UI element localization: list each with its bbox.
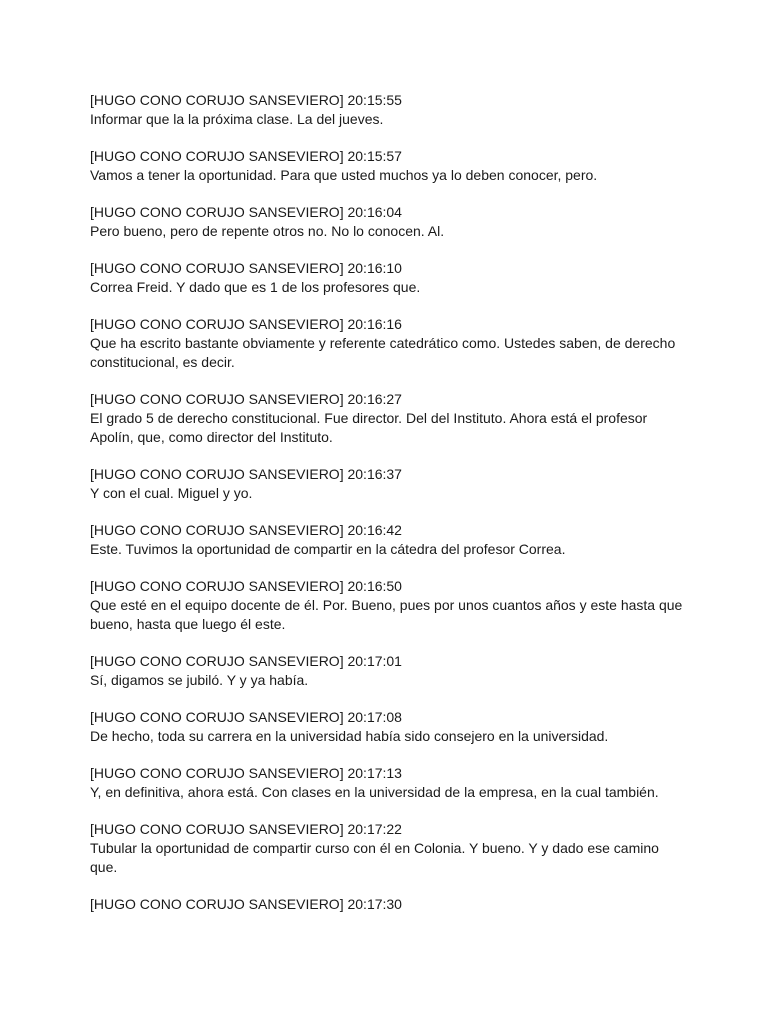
- transcript-entry: [90, 708, 690, 746]
- entry-speaker-timestamp: [HUGO CONO CORUJO SANSEVIERO] 20:16:04: [90, 204, 402, 220]
- entry-speaker-timestamp: [HUGO CONO CORUJO SANSEVIERO] 20:16:10: [90, 260, 402, 276]
- transcript-entry: [90, 91, 690, 129]
- transcript-entry: [90, 820, 690, 877]
- entry-text: Correa Freid. Y dado que es 1 de los profesores que.: [90, 279, 421, 295]
- transcript-entry: [90, 895, 690, 914]
- entry-text: Este. Tuvimos la oportunidad de compartir en la cátedra del profesor Correa.: [90, 541, 566, 557]
- entry-text: El grado 5 de derecho constitucional. Fue director. Del del Instituto. Ahora está el profesor Apolín, que, como director del Instituto.: [90, 410, 648, 445]
- entry-speaker-timestamp: [HUGO CONO CORUJO SANSEVIERO] 20:16:16: [90, 316, 402, 332]
- entry-speaker-timestamp: [HUGO CONO CORUJO SANSEVIERO] 20:17:08: [90, 709, 402, 725]
- entry-text: Pero bueno, pero de repente otros no. No lo conocen. Al.: [90, 223, 445, 239]
- entry-text: Sí, digamos se jubiló. Y y ya había.: [90, 672, 309, 688]
- entry-text: Que esté en el equipo docente de él. Por. Bueno, pues por unos cuantos años y este hasta que bueno, hasta que luego él este.: [90, 597, 683, 632]
- entry-speaker-timestamp: [HUGO CONO CORUJO SANSEVIERO] 20:17:13: [90, 765, 402, 781]
- entry-text: De hecho, toda su carrera en la universidad había sido consejero en la universidad.: [90, 728, 609, 744]
- transcript-page: [90, 91, 690, 932]
- entry-text: Que ha escrito bastante obviamente y referente catedrático como. Ustedes saben, de derecho constitucional, es decir.: [90, 335, 676, 370]
- entry-speaker-timestamp: [HUGO CONO CORUJO SANSEVIERO] 20:16:37: [90, 466, 402, 482]
- transcript-entry: [90, 390, 690, 447]
- entry-text: Y con el cual. Miguel y yo.: [90, 485, 253, 501]
- transcript-entry: [90, 147, 690, 185]
- entry-speaker-timestamp: [HUGO CONO CORUJO SANSEVIERO] 20:15:57: [90, 148, 402, 164]
- entry-text: Vamos a tener la oportunidad. Para que usted muchos ya lo deben conocer, pero.: [90, 167, 598, 183]
- transcript-entry: [90, 315, 690, 372]
- entry-text: Tubular la oportunidad de compartir curso con él en Colonia. Y bueno. Y y dado ese camino que.: [90, 840, 659, 875]
- entry-speaker-timestamp: [HUGO CONO CORUJO SANSEVIERO] 20:15:55: [90, 92, 402, 108]
- transcript-entry: [90, 521, 690, 559]
- entry-speaker-timestamp: [HUGO CONO CORUJO SANSEVIERO] 20:16:50: [90, 578, 402, 594]
- transcript-entry: [90, 764, 690, 802]
- transcript-entry: [90, 577, 690, 634]
- entry-speaker-timestamp: [HUGO CONO CORUJO SANSEVIERO] 20:16:42: [90, 522, 402, 538]
- entry-speaker-timestamp: [HUGO CONO CORUJO SANSEVIERO] 20:17:22: [90, 821, 402, 837]
- transcript-entry: [90, 652, 690, 690]
- entry-speaker-timestamp: [HUGO CONO CORUJO SANSEVIERO] 20:16:27: [90, 391, 402, 407]
- entry-speaker-timestamp: [HUGO CONO CORUJO SANSEVIERO] 20:17:01: [90, 653, 402, 669]
- entry-text: Y, en definitiva, ahora está. Con clases en la universidad de la empresa, en la cual también.: [90, 784, 659, 800]
- transcript-entry: [90, 203, 690, 241]
- entry-text: Informar que la la próxima clase. La del jueves.: [90, 111, 384, 127]
- transcript-entry: [90, 465, 690, 503]
- entry-speaker-timestamp: [HUGO CONO CORUJO SANSEVIERO] 20:17:30: [90, 896, 402, 912]
- transcript-entry: [90, 259, 690, 297]
